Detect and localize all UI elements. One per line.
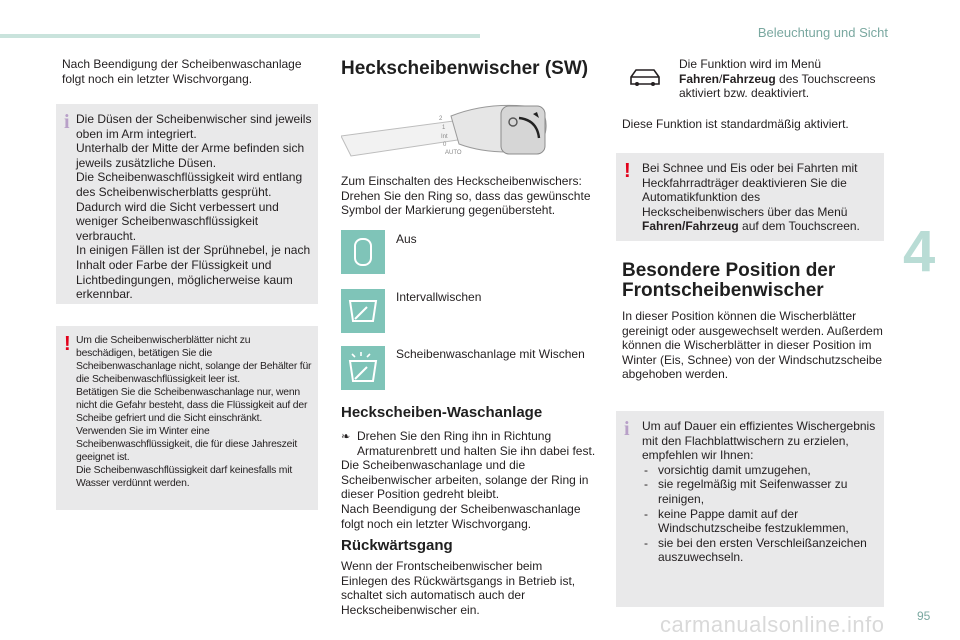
header-rule (0, 34, 480, 38)
warning-line: Die Scheibenwaschflüssigkeit darf keinesfalls mit Wasser verdünnt werden. (76, 465, 293, 489)
wiper-off-icon (341, 230, 385, 274)
rear-washer-title: Heckscheiben-Waschanlage (341, 404, 543, 421)
menu-activation-text: Die Funktion wird im Menü Fahren/Fahrzeug des Touchscreens aktiviert bzw. deaktiviert. (679, 57, 876, 101)
special-position-title: Besondere Position der Frontscheibenwischer (622, 260, 836, 301)
warning-note-2 (616, 153, 884, 241)
intro-text: Nach Beendigung der Scheibenwaschanlage folgt noch ein letzter Wischvorgang. (62, 57, 302, 86)
info-icon: i (624, 418, 630, 440)
warning-icon: ! (64, 333, 71, 355)
stalk-label: AUTO (445, 150, 462, 156)
stalk-label: 2 (439, 116, 443, 122)
warning-note-text (76, 334, 312, 490)
info-line: Unterhalb der Mitte der Arme befinden sich jeweils zusätzliche Düsen. (76, 141, 305, 170)
stalk-label: Int (441, 134, 448, 140)
stalk-label: 0 (443, 142, 447, 148)
warning-line: Um die Scheibenwischerblätter nicht zu beschädigen, betätigen Sie die Scheibenwaschanlage nicht, solange der Behälter für die Scheibenwaschflüssigkeit leer ist. (76, 335, 312, 385)
rear-washer-text-2: Nach Beendigung der Scheibenwaschanlage folgt noch ein letzter Wischvorgang. (341, 502, 581, 531)
chapter-number: 4 (903, 219, 936, 284)
special-position-text: In dieser Position können die Wischerblätter gereinigt oder ausgewechselt werden. Außerdem können die Wischerblätter in dieser Position im Winter (Eis, Schnee) von der Windschutzscheibe abgehoben werden. (622, 309, 883, 382)
warning-line: Betätigen Sie die Scheibenwaschanlage nur, wenn nicht die Gefahr besteht, dass die Flüssigkeit auf der Scheibe gefriert und die Sicht einschränkt. Verwenden Sie im Winter eine Scheibenwaschflüssigkeit, die für diese Jahreszeit geeignet ist. (76, 387, 308, 463)
rear-washer-text: Die Scheibenwaschanlage und die Scheibenwischer arbeiten, solange der Ring in dieser Position gedreht bleibt. (341, 458, 589, 502)
list-item: - keine Pappe damit auf der Windschutzscheibe festzuklemmen, (642, 507, 878, 536)
mode-label: Scheibenwaschanlage mit Wischen (396, 347, 585, 361)
rear-washer-step: Drehen Sie den Ring ihn in Richtung Armaturenbrett und halten Sie ihn dabei fest. (357, 429, 596, 458)
warning-icon: ! (624, 160, 631, 182)
list-item: - sie bei den ersten Verschleißanzeichen auszuwechseln. (642, 536, 878, 565)
info-note-2 (616, 411, 884, 607)
watermark: carmanualsonline.info (660, 612, 885, 637)
default-text: Diese Funktion ist standardmäßig aktiviert. (622, 117, 849, 131)
warning-note (56, 326, 318, 510)
info-icon: i (64, 111, 70, 133)
rear-wiper-instruction: Zum Einschalten des Heckscheibenwischers: Drehen Sie den Ring so, dass das gewünschte Symbol der Markierung gegenübersteht. (341, 174, 591, 218)
info-line: Die Düsen der Scheibenwischer sind jeweils oben im Arm integriert. (76, 112, 312, 141)
mode-label: Intervallwischen (396, 290, 482, 304)
wiper-wash-icon (341, 346, 385, 390)
tip-list (642, 463, 878, 565)
wiper-stalk-illustration (341, 98, 551, 160)
warning-note-2-text: Bei Schnee und Eis oder bei Fahrten mit Heckfahrradträger deaktivieren Sie die Automatikfunktion des Heckscheibenwischers über das Menü Fahren/Fahrzeug auf dem Touchscreen. (642, 161, 860, 234)
info-note-2-text (642, 419, 878, 565)
rear-wiper-title: Heckscheibenwischer (SW) (341, 58, 589, 79)
info-note (56, 104, 318, 304)
tip-intro: Um auf Dauer ein effizientes Wischergebnis mit den Flachblattwischern zu erzielen, empfehlen wir Ihnen: (642, 419, 876, 463)
car-icon (628, 66, 662, 88)
section-title: Beleuchtung und Sicht (757, 25, 888, 40)
reverse-gear-title: Rückwärtsgang (341, 537, 453, 554)
info-line: In einigen Fällen ist der Sprühnebel, je nach Inhalt oder Farbe der Flüssigkeit und Lichtbedingungen, möglicherweise kaum erkennbar. (76, 243, 311, 302)
list-item: - sie regelmäßig mit Seifenwasser zu reinigen, (642, 477, 878, 506)
page-number: 95 (917, 609, 931, 623)
reverse-gear-text: Wenn der Frontscheibenwischer beim Einlegen des Rückwärtsgangs in Betrieb ist, schaltet sich automatisch auch der Heckscheibenwischer ein. (341, 559, 576, 617)
list-item: - vorsichtig damit umzugehen, (642, 463, 878, 478)
stalk-label: 1 (442, 125, 446, 131)
arrow-bullet-icon: ❧ (341, 431, 351, 443)
info-note-text (76, 112, 312, 302)
mode-label: Aus (396, 232, 417, 246)
wiper-intermittent-icon (341, 289, 385, 333)
info-line: Die Scheibenwaschflüssigkeit wird entlang des Scheibenwischerblatts gesprüht. Dadurch wird die Sicht verbessert und weniger Scheibenwaschflüssigkeit verbraucht. (76, 170, 303, 243)
